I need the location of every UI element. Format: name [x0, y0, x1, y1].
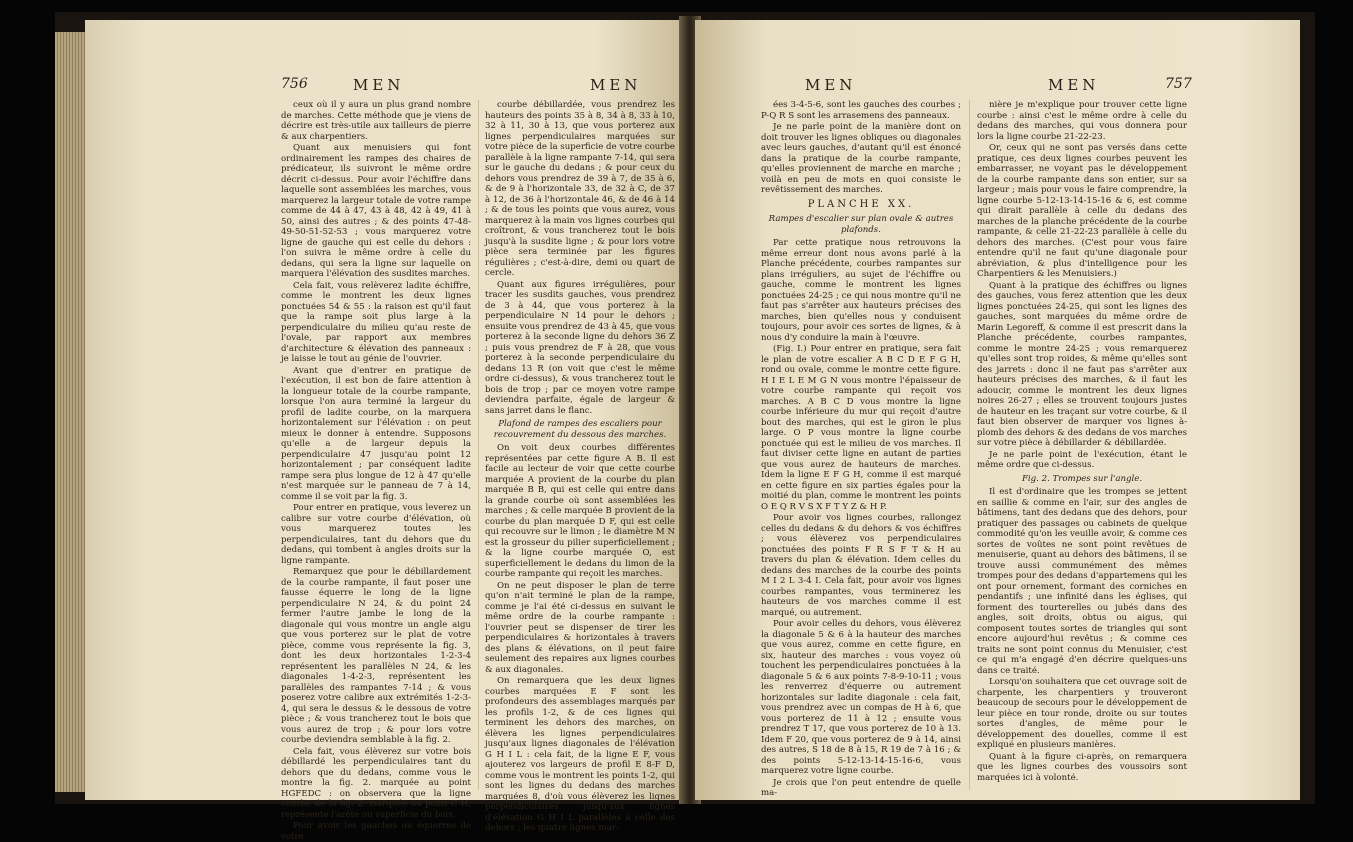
- paragraph: Par cette pratique nous retrouvons la même erreur dont nous avons parlé à la Planche précédente, courbes rampantes sur plans irréguliers, au sujet de l'échiffre ou gauche, comme le montrent les lignes ponctuées 24-25 ; ce qui nous montre qu'il ne faut pas s'arrêter aux hauteurs précises des marches, bien qu'elles nous y conduisent toujours, pour avoir ces sortes de lignes, & à nous d'y conduire la main à l'œuvre.: [761, 238, 961, 343]
- left-page-number: 756: [281, 76, 308, 92]
- right-column-2: [977, 100, 1187, 800]
- right-page: [695, 20, 1300, 800]
- paragraph: Or, ceux qui ne sont pas versés dans cette pratique, ces deux lignes courbes peuvent les embarrasser, ne voyant pas le développement de la courbe rampante dans son entier, sur sa largeur ; mais pour vous le faire comprendre, la ligne courbe 5-12-13-14-15-16 & 6, est comme qui dirait parallèle à celle du dedans des marches de la planche précédente de la courbe rampante, & celle 21-22-23 parallèle à celle du dehors des marches. (C'est pour vous faire entendre qu'il ne faut qu'une diagonale pour abréviation, & plus d'intelligence pour les Charpentiers & les Menuisiers.): [977, 143, 1187, 279]
- paragraph: Fig. 2. Trompes sur l'angle.: [1021, 473, 1143, 484]
- page-edges: [55, 32, 85, 792]
- left-running-head-1: MEN: [353, 76, 405, 94]
- left-running-head-2: MEN: [590, 76, 642, 94]
- paragraph: Je crois que l'on peut entendre de quelle ma-: [761, 777, 961, 798]
- right-running-head-2: MEN: [1048, 76, 1100, 94]
- paragraph: nière je m'explique pour trouver cette ligne courbe : ainsi c'est le même ordre à celle du dedans des marches, qui vous donnera pour lors la ligne courbe 21-22-23.: [977, 100, 1187, 142]
- open-book: [55, 12, 1315, 842]
- paragraph: Rampes d'escalier sur plan ovale & autres plafonds.: [768, 214, 954, 235]
- paragraph: Plafond de rampes des escaliers pour recouvrement du dessous des marches.: [493, 419, 667, 440]
- paragraph: Remarquez que pour le débillardement de la courbe rampante, il faut poser une fausse équerre le long de la ligne perpendiculaire N 24, & du point 24 fermer l'autre jambe le long de la diagonale qui vous montre un angle aigu que vous porterez sur le plat de votre pièce, comme vous représente la fig. 3, dont les deux horizontales 1-2-3-4 représentent les parallèles N 24, & les diagonales 1-4-2-3, représentent les parallèles des rampantes 7-14 ; & vous poserez votre calibre aux extrémités 1-2-3-4, qui sera le dessus & le dessous de votre pièce ; & vous trancherez tout le bois que vous aurez de trop ; & pour lors votre courbe deviendra semblable à la fig. 2.: [281, 567, 471, 745]
- paragraph: (Fig. I.) Pour entrer en pratique, sera fait le plan de votre escalier A B C D E F G H, rond ou ovale, comme le montre cette figure. H I E L E M G N vous montre l'épaisseur de votre courbe rampante qui reçoit vos marches. A B C D vous montre la ligne courbe inférieure du mur qui reçoit d'autre bout des marches, qui est le giron le plus large. O P vous montre la ligne courbe ponctuée qui est le milieu de vos marches. Il faut diviser cette ligne en autant de parties que vous aurez de hauteurs de marches. Idem la ligne E F G H, comme il est marqué en cette figure en six parties égales pour la moitié du plan, comme le montrent les points O E Q R V S X F T Y Z & H P.: [761, 344, 961, 512]
- left-page-header: [85, 76, 685, 98]
- left-column-2: [485, 100, 675, 833]
- paragraph: Cela fait, vous élèverez sur votre bois débillardé les perpendiculaires tant du dehors que du dedans, comme vous le montre la fig. 2. marquée au point HGFEDC : on observera que la ligne courbe de la fig. 2. marquée au point C H, représente l'arête ou superficie du bois.: [281, 746, 471, 820]
- right-running-head-1: MEN: [805, 76, 857, 94]
- paragraph: On remarquera que les deux lignes courbes marquées E F sont les profondeurs des assemblages marqués par les profils 1-2, & de ces lignes qui terminent les dehors des marches, on élèvera les lignes perpendiculaires jusqu'aux lignes diagonales de l'élévation G H I L : cela fait, de la ligne E F, vous ajouterez vos largeurs de profil E 8-F D, comme vous le montrent les points 1-2, qui sont les lignes du dedans des marches marquées 8, d'où vous élèverez les lignes perpendiculaires jusqu'aux lignes d'élévation G H I L parallèles à celle des dehors ; les quatre lignes mar-: [485, 676, 675, 833]
- paragraph: Je ne parle point de l'exécution, étant le même ordre que ci-dessus.: [977, 449, 1187, 470]
- paragraph: Pour avoir les gauches ou équerres de votre: [281, 821, 471, 842]
- paragraph: PLANCHE XX.: [807, 198, 915, 210]
- left-column-1: [281, 100, 471, 842]
- paragraph: Je ne parle point de la manière dont on doit trouver les lignes obliques ou diagonales avec leurs gauches, d'autant qu'il est énoncé dans la pratique de la courbe rampante, qu'elles proviennent de marche en marche ; voilà en peu de mots en quoi consiste le revêtissement des marches.: [761, 122, 961, 195]
- paragraph: Quant à la figure ci-après, on remarquera que les lignes courbes des voussoirs sont marquées ici à volonté.: [977, 751, 1187, 783]
- column-rule: [969, 100, 970, 790]
- paragraph: On voit deux courbes différentes représentées par cette figure A B. Il est facile au lecteur de voir que cette courbe marquée A provient de la courbe du plan marquée B B, qui est celle qui entre dans la grande courbe où sont assemblées les marches ; & celle marquée B provient de la courbe du plan marquée D F, qui est celle qui recouvre sur le limon ; le diamètre M N est la grosseur du pilier superficiellement ; & la ligne courbe marquée O, est superficiellement le dedans du limon de la courbe rampante qui reçoit les marches.: [485, 443, 675, 579]
- right-column-1: [761, 100, 961, 800]
- paragraph: Quant à la pratique des échiffres ou lignes des gauches, vous ferez attention que les deux lignes ponctuées 24-25, qui sont les lignes des gauches, sont marquées du même ordre de Marin Legoreff, & comme il est prescrit dans la Planche précédente, courbes rampantes, comme le montre 24-25 ; vous remarquerez qu'elles sont trop roides, & même qu'elles sont des jarrets : donc il ne faut pas s'arrêter aux hauteurs précises des marches, & il faut les adoucir, comme le montrent les deux lignes noires 26-27 ; elles se trouvent toujours justes de hauteur en les traçant sur votre courbe, & il faut bien observer de marquer vos lignes à-plomb des dehors & des dedans de vos marches sur votre pièce à débillarder & débillardée.: [977, 280, 1187, 448]
- paragraph: Quant aux figures irrégulières, pour tracer les susdits gauches, vous prendrez de 3 à 44, que vous porterez à la perpendiculaire N 14 pour le dehors ; ensuite vous prendrez de 43 à 45, que vous porterez à la seconde ligne du dehors 36 Z ; puis vous prendrez de F à 28, que vous porterez à la seconde perpendiculaire du dedans 13 R (on voit que c'est le même ordre ci-dessus), & vous trancherez tout le bois de trop ; par ce moyen votre rampe deviendra parfaite, égale de largeur & sans jarret dans le flanc.: [485, 279, 675, 416]
- paragraph: Avant que d'entrer en pratique de l'exécution, il est bon de faire attention à la longueur totale de la courbe rampante, lorsque l'on aura terminé la largeur du profil de ladite courbe, on la marquera horizontalement sur l'élévation : on peut mieux le donner à entendre. Supposons qu'elle a de largeur depuis la perpendiculaire 47 jusqu'au point 12 horizontalement ; par conséquent ladite rampe sera plus longue de 12 à 47 qu'elle n'est marquée sur le panneau de 7 à 14, comme il se voit par la fig. 3.: [281, 365, 471, 502]
- paragraph: On ne peut disposer le plan de terre qu'on n'ait terminé le plan de la rampe, comme je l'ai été ci-dessus en suivant le même ordre de la courbe rampante : l'ouvrier peut se dispenser de tirer les perpendiculaires & horizontales à travers des plans & élévations, on il peut faire seulement des repaires aux lignes courbes & aux diagonales.: [485, 580, 675, 675]
- paragraph: Pour avoir celles du dehors, vous élèverez la diagonale 5 & 6 à la hauteur des marches que vous aurez, comme en cette figure, en six, hauteur des marches : vous voyez où touchent les perpendiculaires ponctuées à la diagonale 5 & 6 aux points 7-8-9-10-11 ; vous les renverrez d'équerre ou autrement horizontales sur ladite diagonale : cela fait, vous prendrez avec un compas de H à 6, que vous porterez de 11 à 12 ; ensuite vous prendrez T 17, que vous porterez de 10 à 13. Idem F 20, que vous porterez de 9 à 14, ainsi des autres, S 18 de 8 à 15, R 19 de 7 à 16 ; & des points 5-12-13-14-15-16-6, vous marquerez votre ligne courbe.: [761, 619, 961, 776]
- paragraph: Lorsqu'on souhaitera que cet ouvrage soit de charpente, les charpentiers y trouveront beaucoup de secours pour le développement de leur pièce en tour ronde, droite ou sur toutes sortes d'angles, de même pour le développement des douelles, comme il est expliqué en plusieurs manières.: [977, 677, 1187, 750]
- paragraph: ceux où il y aura un plus grand nombre de marches. Cette méthode que je viens de décrire est très-utile aux tailleurs de pierre & aux charpentiers.: [281, 100, 471, 142]
- paragraph: Il est d'ordinaire que les trompes se jettent en saillie & comme en l'air, sur des angles de bâtimens, tant des dedans que des dehors, pour pratiquer des passages ou cabinets de quelque commodité qu'on les veuille avoir, & comme ces sortes de voûtes ne sont point revêtues de menuiserie, quant au dehors des bâtimens, il se trouve aussi communément des mêmes trompes pour des dedans d'appartemens qui les ont pour ornement, formant des corniches en pendantifs ; une infinité dans les églises, qui forment des tourterelles ou jubés dans des angles, soit droits, obtus ou aigus, qui composent toutes sortes de triangles qui sont encore aujourd'hui revêtus ; & comme ces traits ne sont point connus du Menuisier, c'est ce qui m'a engagé d'en décrire quelques-uns dans ce traité.: [977, 487, 1187, 676]
- paragraph: Pour avoir vos lignes courbes, rallongez celles du dedans & du dehors & vos échiffres ; vous élèverez vos perpendiculaires ponctuées des points F R S F T & H au travers du plan & élévation. Idem celles du dedans des marches de la courbe des points M I 2 L 3-4 I. Cela fait, pour avoir vos lignes courbes rampantes, vous terminerez les hauteurs de vos marches comme il est marqué, ou autrement.: [761, 513, 961, 618]
- left-page: [85, 20, 685, 842]
- paragraph: Cela fait, vous relèverez ladite échiffre, comme le montrent les deux lignes ponctuées 54 & 55 : la raison est qu'il faut que la rampe soit plus large à la perpendiculaire du milieu qu'au reste de l'ovale, par rapport aux membres d'architecture & élévation des panneaux : je laisse le tout au génie de l'ouvrier.: [281, 280, 471, 364]
- right-page-header: [695, 76, 1300, 98]
- right-page-number: 757: [1165, 76, 1192, 92]
- paragraph: ées 3-4-5-6, sont les gauches des courbes ; P-Q R S sont les arrasemens des panneaux.: [761, 100, 961, 121]
- paragraph: courbe débillardée, vous prendrez les hauteurs des points 35 à 8, 34 à 8, 33 à 10, 32 à 11, 30 à 13, que vous porterez aux lignes perpendiculaires marquées sur votre pièce de la superficie de votre courbe parallèle à la ligne rampante 7-14, qui sera sur le gauche du dedans ; & pour ceux du dehors vous prendrez de 39 à 7, de 35 à 6, & de 9 à l'horizontale 33, de 32 à C, de 37 à 12, de 36 à l'horizontale 46, & de 46 à 14 ; & de tous les points que vous aurez, vous marquerez à la main vos lignes courbes qui croîtront, & vous trancherez tout le bois jusqu'à la susdite ligne ; & pour lors votre pièce sera terminée par les figures régulières ; c'est-à-dire, demi ou quart de cercle.: [485, 100, 675, 278]
- paragraph: Pour entrer en pratique, vous leverez un calibre sur votre courbe d'élévation, où vous marquerez toutes les perpendiculaires, tant du dehors que du dedans, qui tombent à angles droits sur la ligne rampante.: [281, 503, 471, 566]
- paragraph: Quant aux menuisiers qui font ordinairement les rampes des chaires de prédicateur, ils suivront le même ordre décrit ci-dessus. Pour avoir l'échiffre dans laquelle sont assemblées les marches, vous marquerez la largeur totale de votre rampe comme de 44 à 47, 43 à 48, 42 à 49, 41 à 50, ainsi des autres ; & des points 47-48-49-50-51-52-53 ; vous marquerez votre ligne de gauche qui est celle du dehors : l'on suivra le même ordre à celle du dedans, qui sera la ligne sur laquelle on marquera l'élévation des susdites marches.: [281, 143, 471, 279]
- column-rule: [478, 100, 479, 790]
